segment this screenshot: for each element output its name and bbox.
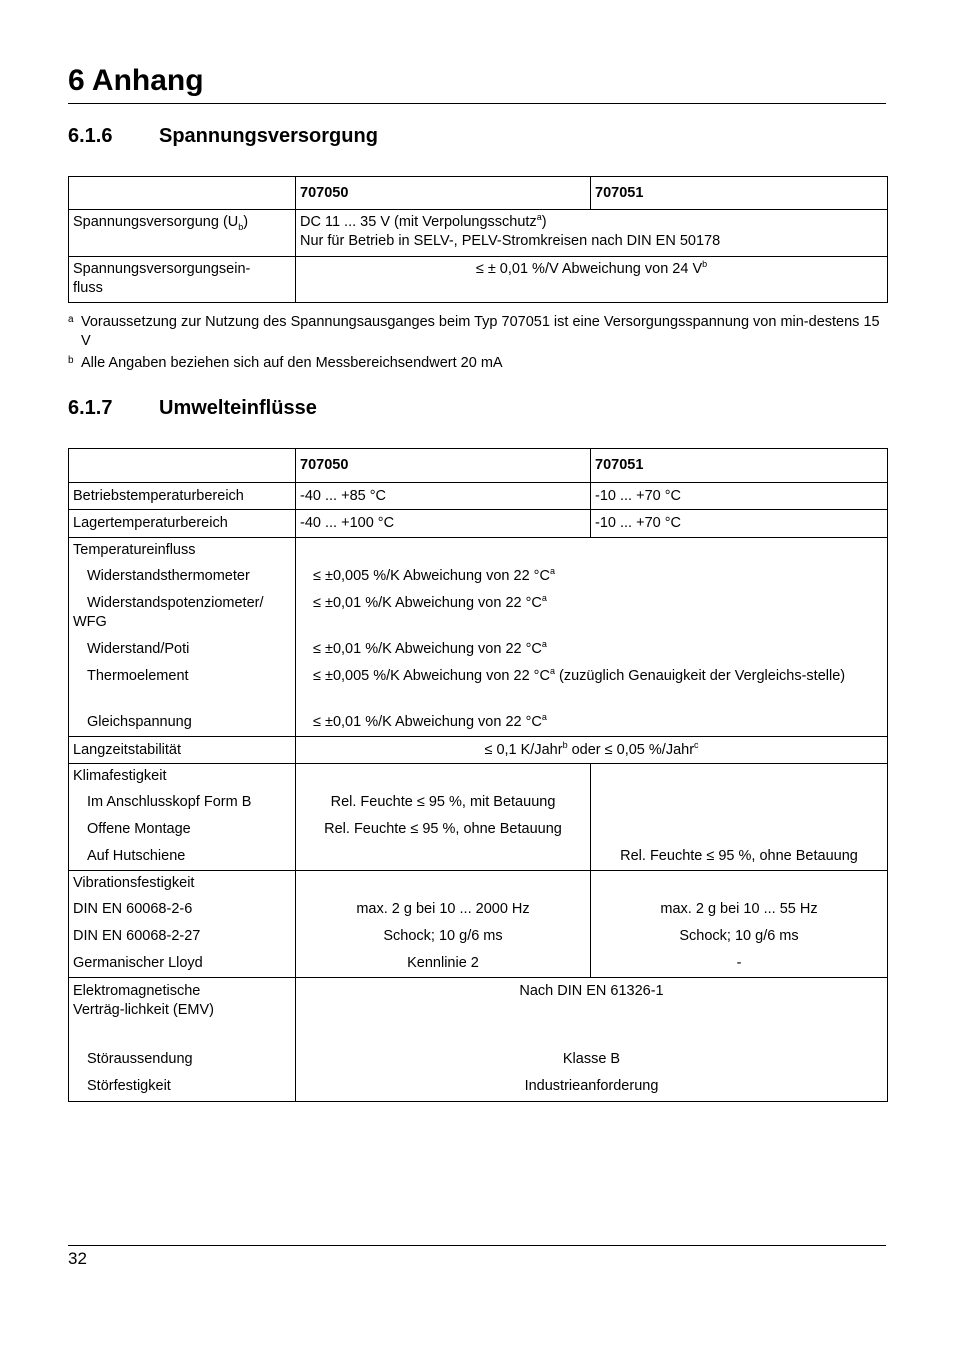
spacer — [595, 816, 883, 843]
cell-707050 — [296, 764, 591, 871]
footnote — [68, 354, 888, 373]
value-line: Rel. Feuchte ≤ 95 %, mit Betauung — [330, 794, 556, 810]
header-707051: 707051 — [591, 449, 888, 483]
footnote-mark: b — [68, 355, 74, 366]
row-label: Lagertemperaturbereich — [69, 510, 296, 538]
cell-707051: -10 ... +70 °C — [591, 483, 888, 510]
table-row — [69, 764, 888, 871]
value-line: Schock; 10 g/6 ms — [383, 928, 503, 944]
table-row — [69, 210, 888, 257]
value-text: DC 11 ... 35 V (mit Verpolungsschutz — [300, 214, 537, 230]
spacer — [595, 764, 883, 789]
value-line: max. 2 g bei 10 ... 55 Hz — [660, 901, 818, 917]
value-line: Rel. Feuchte ≤ 95 %, ohne Betauung — [324, 821, 562, 837]
footnote-ref: a — [549, 566, 555, 577]
footnote-ref: a — [541, 712, 547, 723]
value-line — [300, 213, 883, 232]
value-line: max. 2 g bei 10 ... 2000 Hz — [356, 901, 530, 917]
sub-label: Widerstandspotenziometer/ WFG — [73, 595, 264, 630]
value-line: Schock; 10 g/6 ms — [679, 928, 799, 944]
group-label: Temperatureinfluss — [73, 542, 196, 558]
footnote-ref: a — [541, 593, 547, 604]
spacer — [300, 764, 586, 789]
section-number: 6.1.7 — [68, 397, 113, 419]
sub-label: Thermoelement — [87, 668, 189, 684]
table-row — [69, 737, 888, 764]
value-text: ≤ ±0,005 %/K Abweichung von 22 °C — [313, 568, 550, 584]
footnote-text: Voraussetzung zur Nutzung des Spannungsausganges beim Typ 707051 ist eine Versorgungsspannung von min-destens 15 V — [81, 314, 880, 349]
value-line — [300, 709, 883, 736]
row-label — [69, 210, 296, 257]
spacer — [300, 843, 586, 870]
value-text: (zuzüglich Genauigkeit der Vergleichs-stelle) — [554, 668, 846, 684]
cell-707050 — [296, 871, 591, 978]
sub-label: Germanischer Lloyd — [73, 955, 203, 971]
footnote-mark: a — [68, 314, 74, 325]
header-707050: 707050 — [296, 449, 591, 483]
row-label — [69, 978, 296, 1102]
value-line: Industrieanforderung — [524, 1078, 659, 1094]
power-supply-table — [68, 176, 888, 303]
value-text: ≤ ±0,01 %/K Abweichung von 22 °C — [313, 641, 542, 657]
value-line — [300, 663, 883, 709]
sub-label: Gleichspannung — [87, 714, 192, 730]
environment-table — [68, 448, 888, 1102]
value-line: Rel. Feuchte ≤ 95 %, ohne Betauung — [620, 848, 858, 864]
value-line — [300, 636, 883, 663]
footnote-text: Alle Angaben beziehen sich auf den Messbereichsendwert 20 mA — [81, 355, 503, 371]
table-header-row — [69, 177, 888, 210]
sub-label: Offene Montage — [87, 821, 191, 837]
value-text: ≤ ±0,01 %/K Abweichung von 22 °C — [313, 595, 542, 611]
row-label — [69, 871, 296, 978]
value-line: Nur für Betrieb in SELV-, PELV-Stromkreisen nach DIN EN 50178 — [300, 233, 721, 249]
group-label: Vibrationsfestigkeit — [73, 875, 195, 891]
row-value — [296, 257, 888, 303]
value-text: ≤ ± 0,01 %/V Abweichung von 24 V — [475, 261, 703, 277]
header-empty-cell — [69, 177, 296, 210]
spacer — [300, 871, 586, 896]
header-707050: 707050 — [296, 177, 591, 210]
header-707051: 707051 — [591, 177, 888, 210]
value-end: ) — [541, 214, 547, 230]
value-line: Klasse B — [562, 1051, 621, 1067]
value-line: - — [736, 955, 742, 971]
cell-707051 — [591, 871, 888, 978]
row-value — [296, 210, 888, 257]
table-row — [69, 510, 888, 538]
sub-label: Widerstand/Poti — [87, 641, 190, 657]
table-row — [69, 257, 888, 303]
cell-707051: -10 ... +70 °C — [591, 510, 888, 538]
spacer — [595, 871, 883, 896]
chapter-title: 6 Anhang — [68, 64, 204, 97]
value-text: ≤ 0,1 K/Jahr — [484, 741, 563, 758]
value-line: Nach DIN EN 61326-1 — [519, 983, 664, 999]
page-number: 32 — [68, 1249, 87, 1268]
spacer — [595, 789, 883, 816]
value-text: oder ≤ 0,05 %/Jahr — [567, 741, 695, 758]
sub-label: Im Anschlusskopf Form B — [87, 794, 252, 810]
section-number: 6.1.6 — [68, 125, 113, 147]
sub-label: Widerstandsthermometer — [87, 568, 250, 584]
table-row — [69, 871, 888, 978]
section-title: Spannungsversorgung — [159, 125, 378, 147]
value-line — [300, 563, 883, 590]
value-text: ≤ ±0,005 %/K Abweichung von 22 °C — [313, 668, 550, 684]
footnote — [68, 313, 888, 351]
footnote-ref: a — [549, 666, 555, 677]
group-label: Elektromagnetische Verträg-lichkeit (EMV) — [73, 983, 215, 1018]
footnote-ref: c — [694, 739, 699, 750]
table-row — [69, 978, 888, 1102]
row-label — [69, 764, 296, 871]
sub-label: DIN EN 60068-2-27 — [73, 928, 201, 944]
sub-label: Auf Hutschiene — [87, 848, 186, 864]
label-subscript: b — [238, 221, 244, 232]
chapter-rule — [68, 103, 886, 104]
group-label: Klimafestigkeit — [73, 768, 167, 784]
sub-label: DIN EN 60068-2-6 — [73, 901, 193, 917]
row-value — [296, 538, 888, 737]
footer-rule — [68, 1245, 886, 1246]
label-text: Spannungsversorgung (U — [73, 214, 239, 230]
footnote-ref: b — [702, 259, 708, 270]
header-empty-cell — [69, 449, 296, 483]
row-label — [69, 538, 296, 737]
spacer — [300, 538, 883, 563]
section-title: Umwelteinflüsse — [159, 397, 317, 419]
sub-label: Störfestigkeit — [87, 1078, 171, 1094]
table-header-row — [69, 449, 888, 483]
value-line — [300, 590, 883, 636]
footnote-ref: a — [536, 212, 542, 223]
cell-707051 — [591, 764, 888, 871]
table-row — [69, 483, 888, 510]
table-row — [69, 538, 888, 737]
cell-707050: -40 ... +85 °C — [296, 483, 591, 510]
row-value — [296, 737, 888, 764]
footnote-ref: a — [541, 639, 547, 650]
label-end: ) — [243, 214, 249, 230]
row-value — [296, 978, 888, 1102]
sub-label: Störaussendung — [87, 1051, 193, 1067]
cell-707050: -40 ... +100 °C — [296, 510, 591, 538]
row-label: Langzeitstabilität — [69, 737, 296, 764]
footnote-ref: b — [562, 739, 568, 750]
value-line: Kennlinie 2 — [407, 955, 479, 971]
value-text: ≤ ±0,01 %/K Abweichung von 22 °C — [313, 714, 542, 730]
row-label: Betriebstemperaturbereich — [69, 483, 296, 510]
row-label: Spannungsversorgungsein-fluss — [69, 257, 296, 303]
